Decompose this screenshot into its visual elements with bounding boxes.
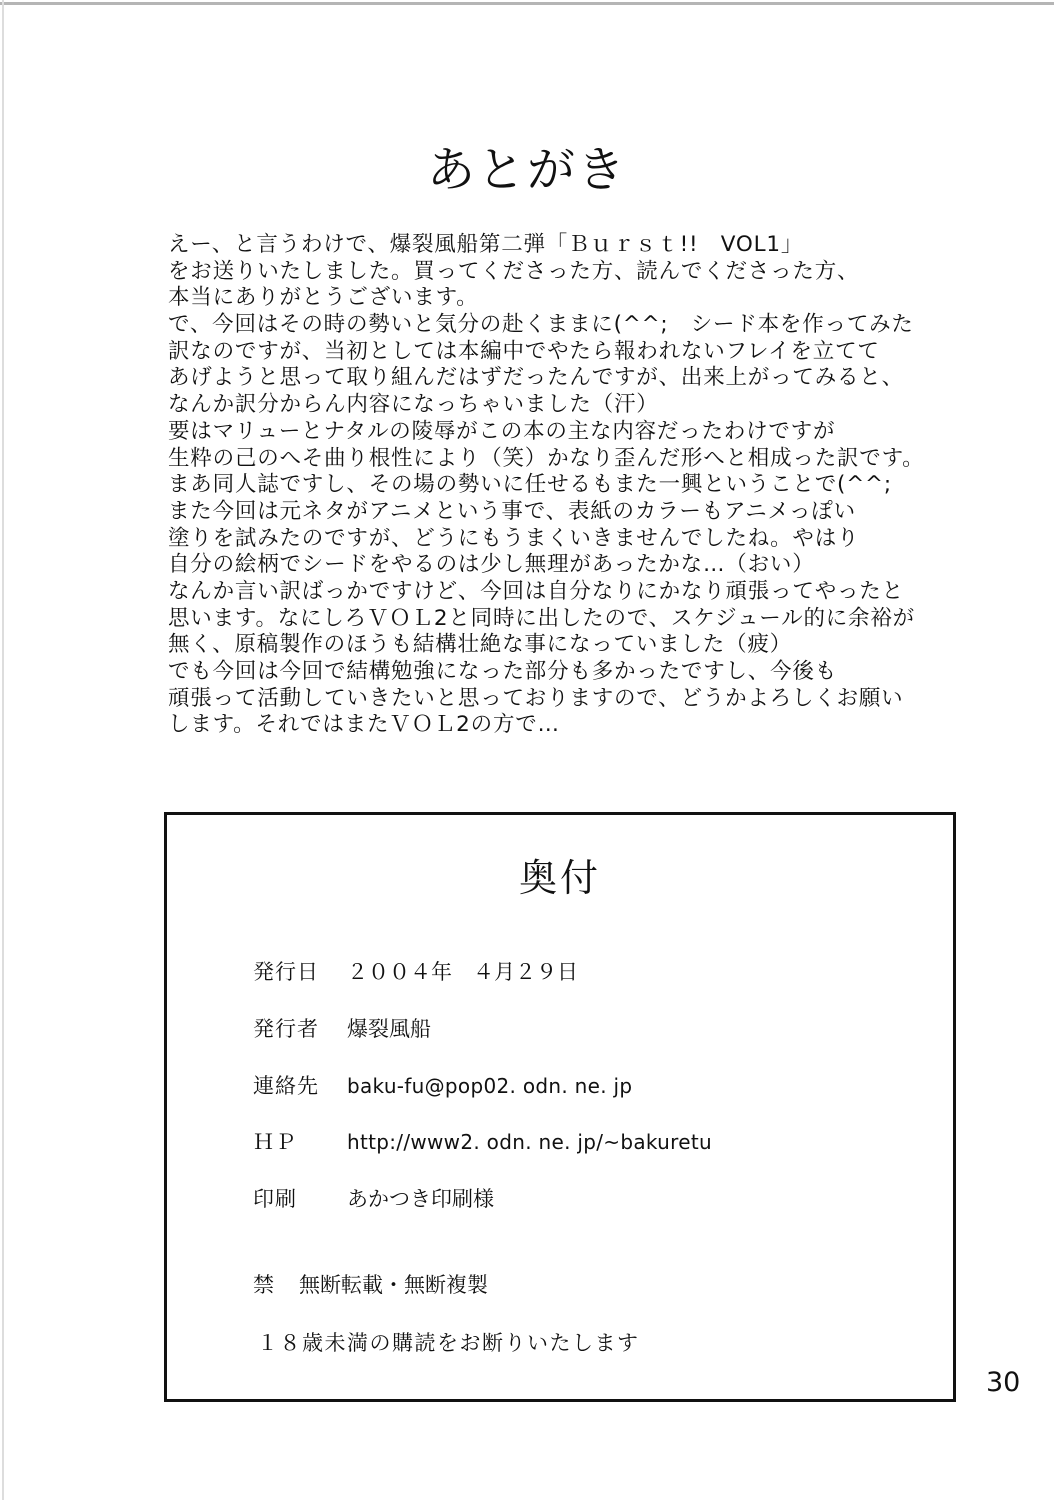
- afterword-body: [168, 232, 998, 739]
- afterword-line: 無く、原稿製作のほうも結構壮絶な事になっていました（疲）: [168, 632, 792, 658]
- printing-value: あかつき印刷様: [347, 1187, 494, 1211]
- contact-label: 連絡先: [253, 1074, 319, 1098]
- contact-row: [253, 1072, 632, 1100]
- afterword-line: で、今回はその時の勢いと気分の赴くままに(^^; シード本を作ってみた: [168, 312, 914, 338]
- publish-date-value: ２００４年 ４月２９日: [347, 960, 578, 984]
- homepage-url: http://www2. odn. ne. jp/~bakuretu: [347, 1130, 712, 1154]
- afterword-line: をお送りいたしました。買ってくださった方、読んでくださった方、: [168, 258, 860, 284]
- afterword-line: 生粋の己のへそ曲り根性により（笑）かなり歪んだ形へと相成った訳です。: [168, 445, 925, 471]
- afterword-line: 塗りを試みたのですが、どうにもうまくいきませんでしたね。やはり: [168, 525, 860, 551]
- afterword-title: あとがき: [426, 142, 627, 198]
- page-number: 30: [986, 1367, 1021, 1398]
- printing-row: [253, 1185, 494, 1213]
- afterword-line: なんか言い訳ばっかですけど、今回は自分なりにかなり頑張ってやったと: [168, 578, 904, 604]
- afterword-line: します。それではまたＶＯＬ2の方で…: [168, 712, 560, 738]
- homepage-label: ＨＰ: [253, 1130, 297, 1154]
- afterword-line: 訳なのですが、当初としては本編中でやたら報われないフレイを立てて: [168, 338, 880, 364]
- afterword-line: また今回は元ネタがアニメという事で、表紙のカラーもアニメっぽい: [168, 498, 856, 524]
- publisher-value: 爆裂風船: [347, 1017, 431, 1041]
- afterword-line: まあ同人誌ですし、その場の勢いに任せるもまた一興ということで(^^;: [168, 472, 892, 498]
- colophon-box: [164, 812, 956, 1402]
- afterword-line: 頑張って活動していきたいと思っておりますので、どうかよろしくお願い: [168, 685, 904, 711]
- publish-date-label: 発行日: [253, 960, 319, 984]
- prohibited-label: 禁: [253, 1273, 275, 1297]
- afterword-line: でも今回は今回で結構勉強になった部分も多かったですし、今後も: [168, 659, 838, 684]
- publisher-row: [253, 1015, 431, 1043]
- contact-email: baku-fu@pop02. odn. ne. jp: [347, 1074, 633, 1098]
- page-left-edge: [2, 0, 4, 1500]
- age-restriction-notice: １８歳未満の購読をお断りいたします: [257, 1331, 640, 1355]
- afterword-line: あげようと思って取り組んだはずだったんですが、出来上がってみると、: [168, 365, 904, 391]
- afterword-line: えー、と言うわけで、爆裂風船第二弾「Ｂｕｒｓｔ!! VOL1」: [168, 232, 804, 257]
- afterword-line: 要はマリューとナタルの陵辱がこの本の主な内容だったわけですが: [168, 418, 836, 444]
- page-top-rule: [0, 2, 1054, 5]
- prohibited-value: 無断転載・無断複製: [299, 1273, 488, 1297]
- afterword-line: 自分の絵柄でシードをやるのは少し無理があったかな…（おい）: [168, 552, 815, 578]
- printing-label: 印刷: [253, 1187, 297, 1211]
- publisher-label: 発行者: [253, 1017, 319, 1041]
- colophon-title: 奥付: [518, 856, 601, 900]
- afterword-line: 本当にありがとうございます。: [168, 285, 479, 311]
- afterword-line: なんか訳分からん内容になっちゃいました（汗）: [168, 392, 659, 418]
- homepage-row: [253, 1128, 712, 1156]
- publish-date-row: [253, 958, 578, 986]
- afterword-line: 思います。なにしろＶＯＬ2と同時に出したので、スケジュール的に余裕が: [168, 605, 915, 631]
- prohibited-row: [253, 1271, 488, 1299]
